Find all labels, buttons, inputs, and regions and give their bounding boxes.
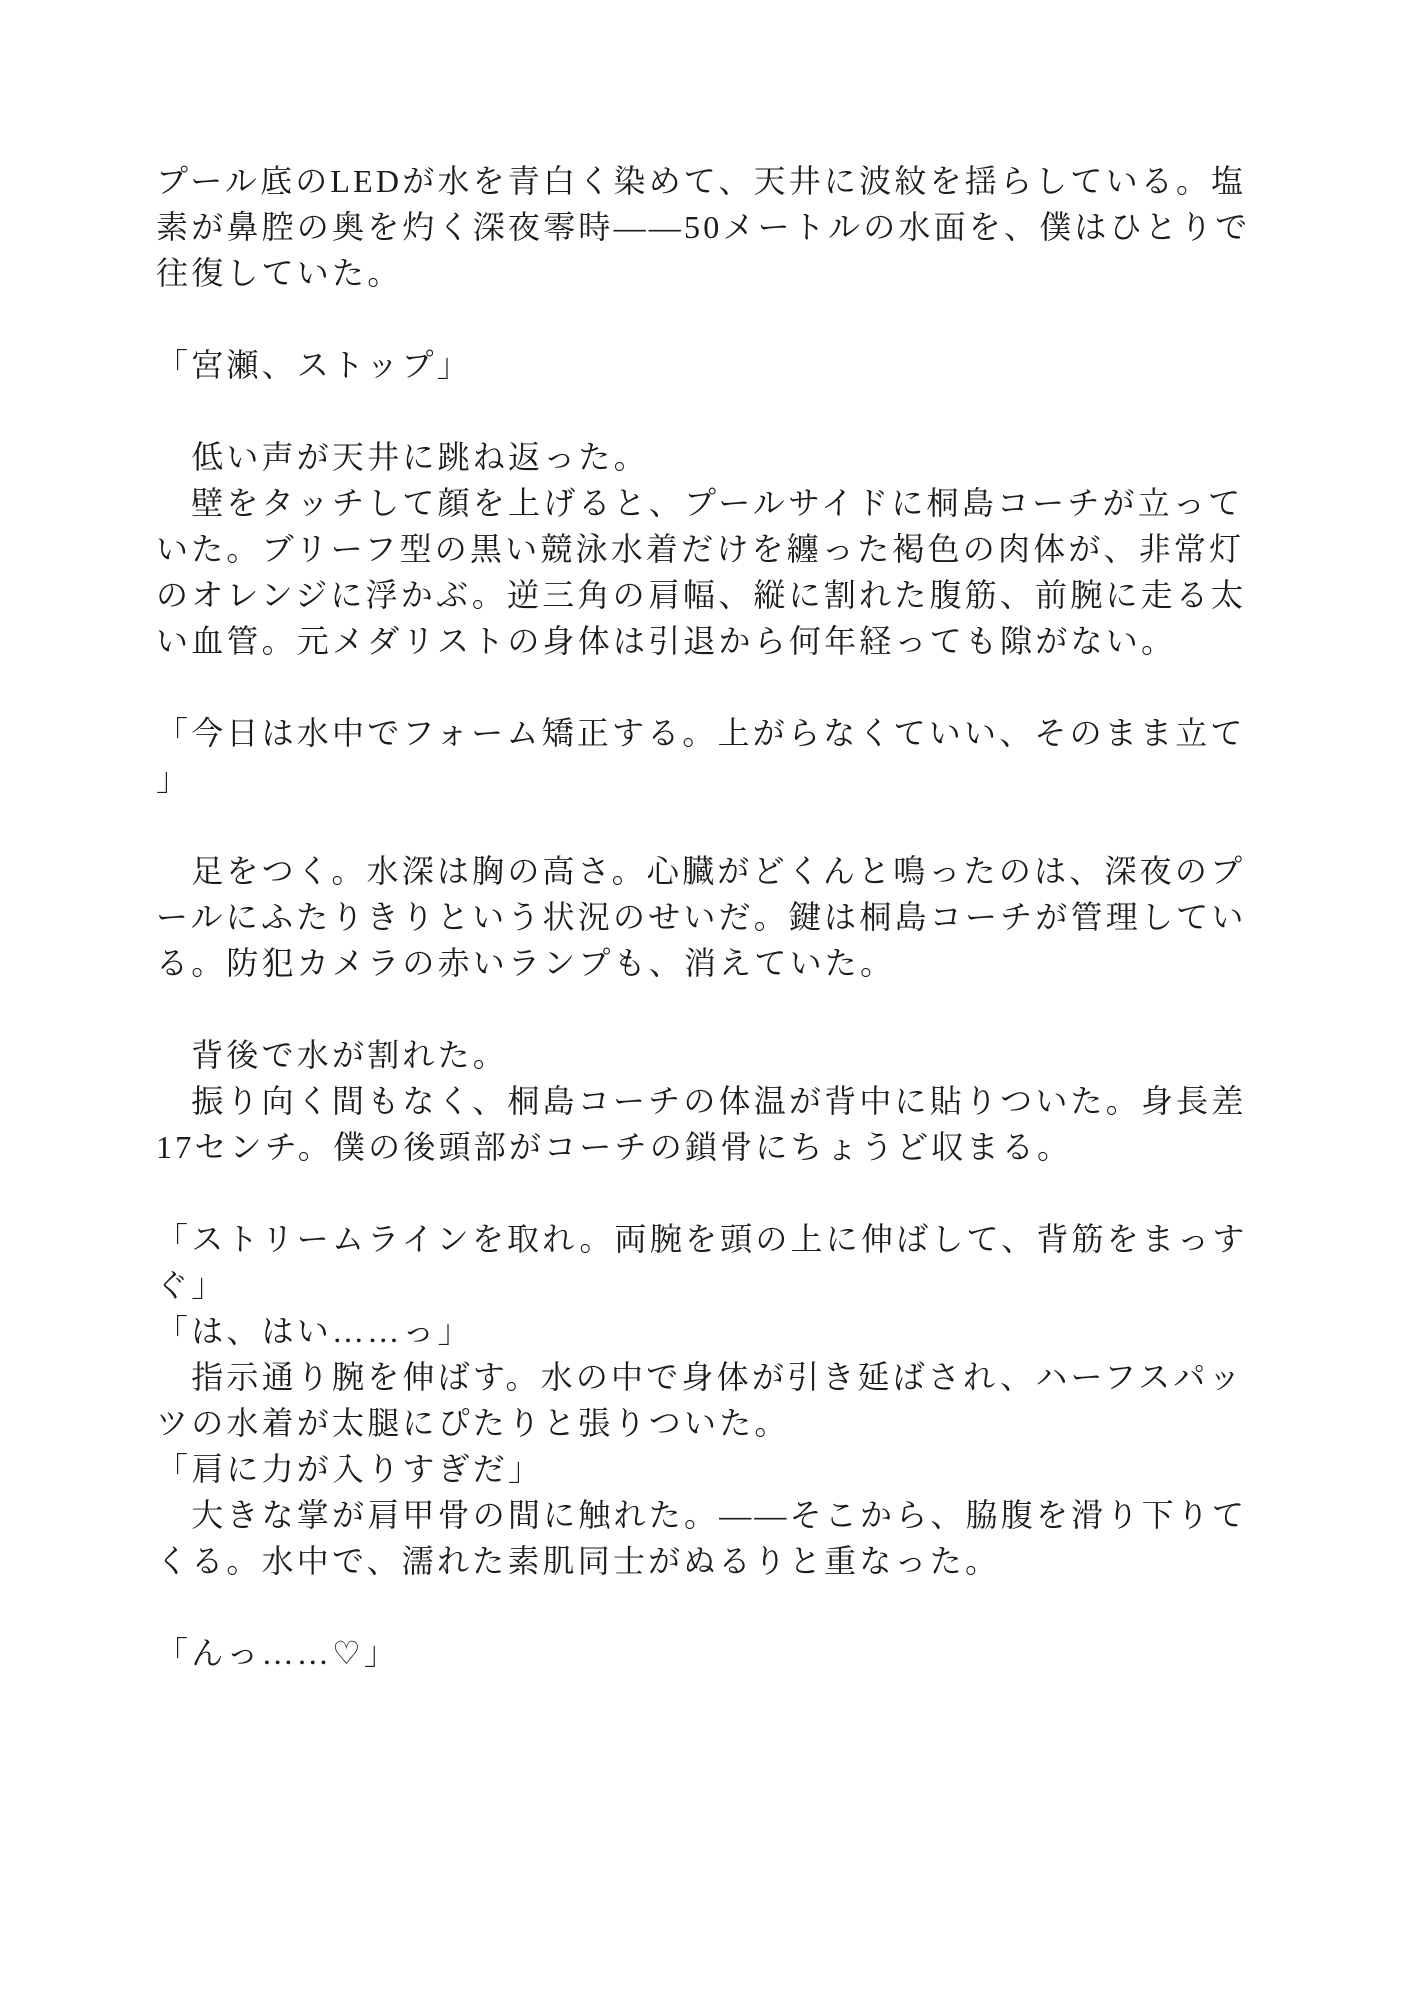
dialogue-paragraph: 「肩に力が入りすぎだ」 <box>156 1451 544 1487</box>
section-behind-in-water <box>156 1032 1254 1170</box>
section-standing-in-pool <box>156 848 1254 986</box>
narrative-paragraph: 振り向く間もなく、桐島コーチの体温が背中に貼りついた。身長差17センチ。僕の後頭部がコーチの鎖骨にちょうど収まる。 <box>156 1083 1247 1165</box>
dialogue-paragraph: 「ストリームラインを取れ。両腕を頭の上に伸ばして、背筋をまっすぐ」 <box>156 1221 1248 1303</box>
dialogue-paragraph: 「は、はい……っ」 <box>156 1313 473 1349</box>
narrative-paragraph: 壁をタッチして顔を上げると、プールサイドに桐島コーチが立っていた。ブリーフ型の黒い競泳水着だけを纏った褐色の肉体が、非常灯のオレンジに浮かぶ。逆三角の肩幅、縦に割れた腹筋、前腕に走る太い血管。元メダリストの身体は引退から何年経っても隙がない。 <box>156 485 1247 659</box>
dialogue-paragraph: 「んっ……♡」 <box>156 1635 400 1671</box>
narrative-paragraph: 大きな掌が肩甲骨の間に触れた。——そこから、脇腹を滑り下りてくる。水中で、濡れた素肌同士がぬるりと重なった。 <box>156 1497 1248 1579</box>
section-dialogue-form-correction <box>156 710 1254 802</box>
narrative-paragraph: 足をつく。水深は胸の高さ。心臓がどくんと鳴ったのは、深夜のプールにふたりきりという状況のせいだ。鍵は桐島コーチが管理している。防犯カメラの赤いランプも、消えていた。 <box>156 853 1247 981</box>
narrative-paragraph: 低い声が天井に跳ね返った。 <box>156 439 649 475</box>
dialogue-paragraph: 「宮瀬、ストップ」 <box>156 347 472 383</box>
section-coach-appears <box>156 434 1254 664</box>
novel-text-block <box>156 158 1254 1722</box>
section-final-reaction <box>156 1630 1254 1676</box>
dialogue-paragraph: 「今日は水中でフォーム矯正する。上がらなくていい、そのまま立て」 <box>156 715 1246 797</box>
narrative-paragraph: プール底のLEDが水を青白く染めて、天井に波紋を揺らしている。塩素が鼻腔の奥を灼く深夜零時——50メートルの水面を、僕はひとりで往復していた。 <box>156 163 1251 291</box>
narrative-paragraph: 背後で水が割れた。 <box>156 1037 509 1073</box>
section-dialogue-stop <box>156 342 1254 388</box>
narrative-paragraph: 指示通り腕を伸ばす。水の中で身体が引き延ばされ、ハーフスパッツの水着が太腿にぴたりと張りついた。 <box>156 1359 1244 1441</box>
section-opening <box>156 158 1254 296</box>
section-streamline-instruction <box>156 1216 1254 1584</box>
